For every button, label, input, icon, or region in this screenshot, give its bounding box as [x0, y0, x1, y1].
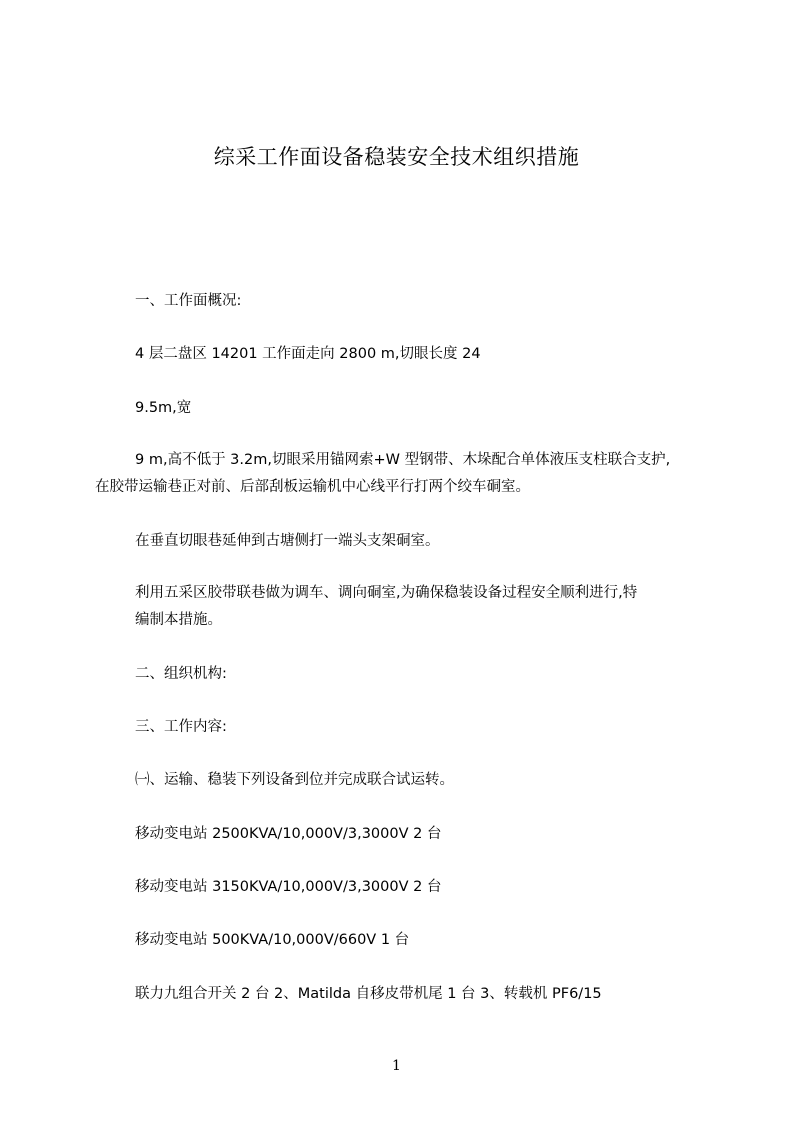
section-heading-organization: 二、组织机构: [135, 666, 227, 682]
equipment-item-switch-and-conveyor: 联力九组合开关 2 台 2、Matilda 自移皮带机尾 1 台 3、转载机 PF6/15 [135, 986, 602, 1002]
paragraph-support-method [95, 447, 703, 501]
equipment-item-substation-500: 移动变电站 500KVA/10,000V/660V 1 台 [135, 932, 410, 948]
paragraph-workface-direction: 4 层二盘区 14201 工作面走向 2800 m,切眼长度 24 [135, 346, 481, 362]
section-heading-overview: 一、工作面概况: [135, 293, 242, 309]
document-title: 综采工作面设备稳装安全技术组织措施 [213, 145, 580, 169]
paragraph-width: 9.5m,宽 [135, 400, 192, 416]
paragraph-purpose-line-1: 利用五采区胶带联巷做为调车、调向硐室,为确保稳装设备过程安全顺利进行,特 [135, 585, 638, 601]
equipment-item-substation-3150: 移动变电站 3150KVA/10,000V/3,3000V 2 台 [135, 879, 442, 895]
page-number: 1 [392, 1058, 401, 1074]
equipment-item-substation-2500: 移动变电站 2500KVA/10,000V/3,3000V 2 台 [135, 826, 442, 842]
paragraph-equipment-intro: ㈠、运输、稳装下列设备到位并完成联合试运转。 [135, 772, 454, 788]
paragraph-purpose-line-2: 编制本措施。 [135, 612, 222, 628]
paragraph-support-method-line-1: 9 m,高不低于 3.2m,切眼采用锚网索+W 型钢带、木垛配合单体液压支柱联合支护, [135, 452, 671, 468]
paragraph-end-support-chamber: 在垂直切眼巷延伸到古塘侧打一端头支架硐室。 [135, 533, 440, 549]
paragraph-purpose [135, 580, 703, 634]
paragraph-support-method-line-2: 在胶带运输巷正对前、后部刮板运输机中心线平行打两个绞车硐室。 [95, 479, 530, 495]
section-heading-work-content: 三、工作内容: [135, 719, 227, 735]
